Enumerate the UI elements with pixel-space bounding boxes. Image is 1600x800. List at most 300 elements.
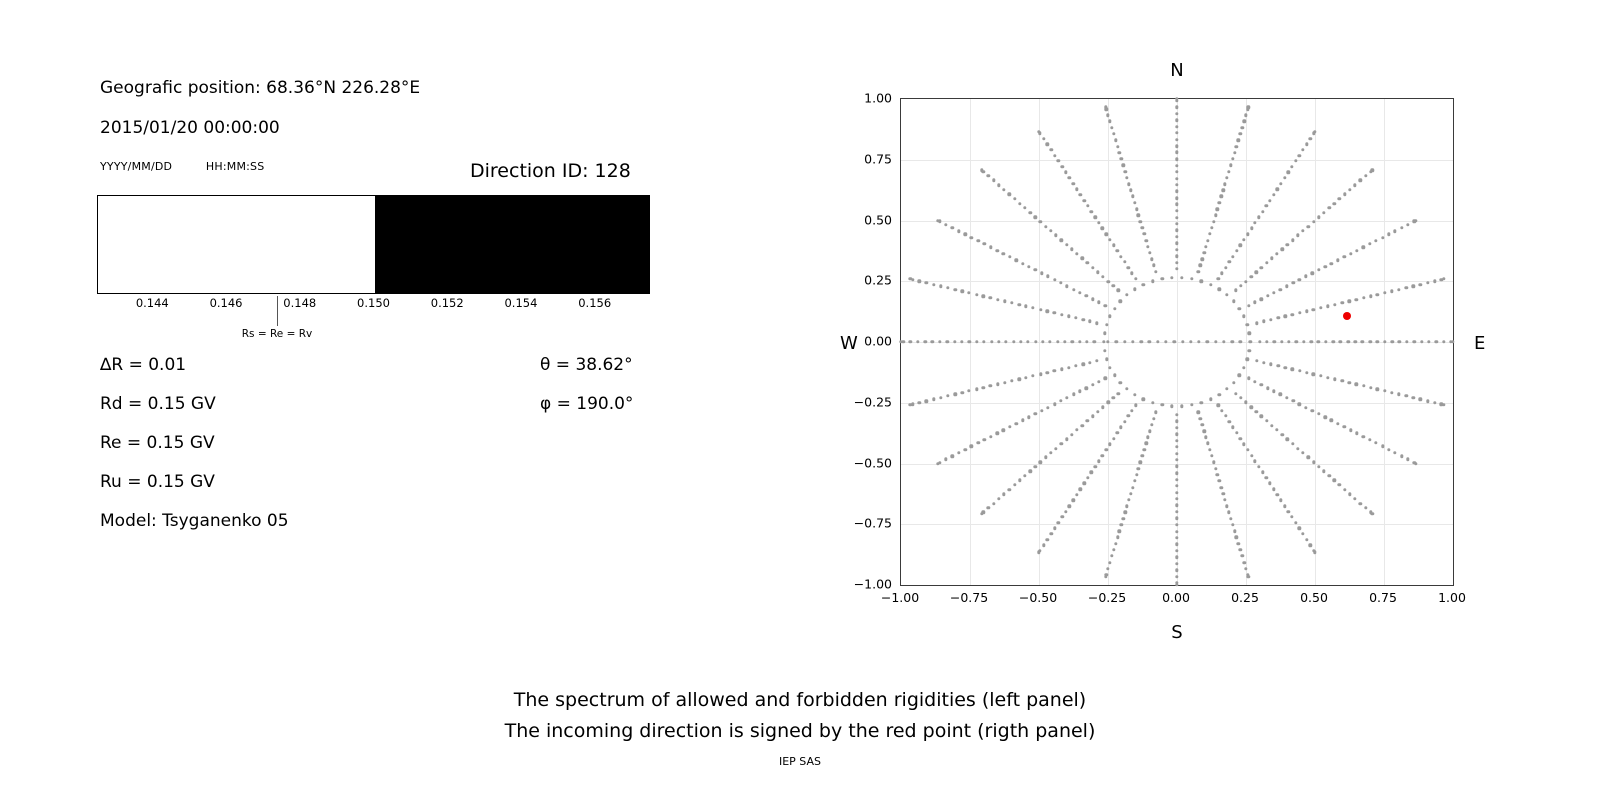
direction-point <box>1304 275 1307 278</box>
datetime-label: 2015/01/20 00:00:00 <box>100 118 280 138</box>
direction-point <box>1235 145 1238 148</box>
direction-point <box>1083 199 1086 202</box>
direction-point <box>1301 229 1304 232</box>
direction-point <box>1049 229 1052 232</box>
direction-point <box>1116 145 1119 148</box>
direction-point <box>1217 393 1220 396</box>
direction-point <box>1154 270 1157 273</box>
direction-point <box>1253 221 1256 224</box>
direction-point <box>925 281 928 284</box>
direction-point <box>946 340 949 343</box>
direction-point <box>1275 252 1278 255</box>
direction-point <box>1313 130 1316 133</box>
direction-point <box>1397 288 1400 291</box>
direction-point <box>1113 374 1116 377</box>
direction-point <box>1427 340 1430 343</box>
direction-point <box>1175 125 1178 128</box>
direction-point <box>1085 340 1088 343</box>
direction-point <box>1199 417 1202 420</box>
direction-point <box>1301 451 1304 454</box>
direction-point <box>1433 280 1436 283</box>
direction-point <box>1287 340 1290 343</box>
direction-point <box>946 286 949 289</box>
direction-point <box>1118 151 1121 154</box>
direction-point <box>1086 204 1089 207</box>
direction-point <box>1317 412 1320 415</box>
direction-point <box>1078 390 1081 393</box>
direction-point <box>1097 380 1100 383</box>
direction-point <box>970 445 973 448</box>
x-tick-label: −0.50 <box>1018 590 1058 605</box>
direction-point <box>1040 409 1043 412</box>
direction-point <box>1008 425 1011 428</box>
direction-point <box>1406 458 1409 461</box>
direction-point <box>1238 307 1241 310</box>
direction-point <box>1078 291 1081 294</box>
direction-point <box>1218 201 1221 204</box>
direction-point <box>1341 379 1344 382</box>
direction-point <box>1364 174 1367 177</box>
direction-point <box>1074 364 1077 367</box>
direction-point <box>1146 436 1149 439</box>
direction-point <box>1010 301 1013 304</box>
direction-point <box>1112 284 1115 287</box>
direction-point <box>1003 300 1006 303</box>
direction-point <box>1247 575 1250 578</box>
direction-point <box>1120 523 1123 526</box>
direction-point <box>983 438 986 441</box>
spectrum-tick-label: 0.154 <box>504 296 538 310</box>
direction-point <box>1264 476 1267 479</box>
direction-point <box>1150 423 1153 426</box>
direction-point <box>1272 390 1275 393</box>
direction-point <box>976 441 979 444</box>
direction-point <box>1175 235 1178 238</box>
direction-point <box>1212 220 1215 223</box>
direction-point <box>1095 321 1098 324</box>
direction-point <box>1348 300 1351 303</box>
direction-point <box>1268 199 1271 202</box>
direction-point <box>960 391 963 394</box>
direction-point <box>1150 258 1153 261</box>
direction-point <box>1229 164 1232 167</box>
direction-point <box>964 233 967 236</box>
x-tick-label: 0.50 <box>1300 590 1328 605</box>
direction-point <box>1081 362 1084 365</box>
direction-point <box>1175 478 1178 481</box>
direction-point <box>1239 284 1242 287</box>
direction-point <box>1285 284 1288 287</box>
direction-point <box>1046 275 1049 278</box>
direction-point <box>1116 536 1119 539</box>
direction-point <box>1383 340 1386 343</box>
direction-point <box>1175 170 1178 173</box>
direction-point <box>1304 406 1307 409</box>
direction-point <box>1175 458 1178 461</box>
direction-point <box>1341 301 1344 304</box>
direction-point <box>1094 216 1097 219</box>
direction-point <box>1418 283 1421 286</box>
direction-point <box>1426 281 1429 284</box>
direction-point <box>1376 293 1379 296</box>
spectrum-tick-label: 0.156 <box>578 296 612 310</box>
direction-point <box>1048 340 1051 343</box>
direction-point <box>1175 144 1178 147</box>
direction-point <box>1290 313 1293 316</box>
direction-point <box>1175 484 1178 487</box>
direction-point <box>1151 401 1154 404</box>
direction-point <box>1090 210 1093 213</box>
direction-point <box>1175 562 1178 565</box>
direction-point <box>1134 403 1137 406</box>
compass-south-label: S <box>1171 622 1183 643</box>
direction-point <box>1227 511 1230 514</box>
direction-point <box>1383 389 1386 392</box>
direction-point <box>960 290 963 293</box>
direction-point <box>1125 293 1128 296</box>
direction-point <box>1027 416 1030 419</box>
direction-point <box>931 340 934 343</box>
direction-point <box>1070 433 1073 436</box>
parameter-left-value: ∆R = 0.01 <box>100 355 187 375</box>
direction-point <box>1053 527 1056 530</box>
direction-point <box>987 174 990 177</box>
direction-point <box>1275 493 1278 496</box>
direction-point <box>1170 405 1173 408</box>
spectrum-tick-label: 0.146 <box>209 296 243 310</box>
direction-point <box>1175 267 1178 270</box>
direction-point <box>1175 491 1178 494</box>
direction-point <box>1343 425 1346 428</box>
direction-point <box>1107 280 1110 283</box>
direction-point <box>1298 527 1301 530</box>
direction-point <box>1246 233 1249 236</box>
direction-point <box>1080 257 1083 260</box>
direction-point <box>1154 411 1157 414</box>
direction-point <box>1002 429 1005 432</box>
direction-point <box>1019 340 1022 343</box>
direction-point <box>1338 197 1341 200</box>
direction-point <box>1332 340 1335 343</box>
y-tick-label: −0.50 <box>853 455 892 470</box>
direction-point <box>1015 422 1018 425</box>
direction-point <box>987 506 990 509</box>
direction-point <box>1214 214 1217 217</box>
direction-point <box>1148 429 1151 432</box>
direction-point <box>1044 456 1047 459</box>
direction-point <box>924 340 927 343</box>
direction-point <box>1175 426 1178 429</box>
direction-point <box>1247 106 1250 109</box>
direction-point <box>953 340 956 343</box>
direction-point <box>1175 472 1178 475</box>
direction-point <box>1053 311 1056 314</box>
direction-point <box>1204 245 1207 248</box>
direction-point <box>1175 112 1178 115</box>
direction-point <box>1361 340 1364 343</box>
direction-point <box>1091 415 1094 418</box>
direction-point <box>1074 316 1077 319</box>
direction-point <box>1101 227 1104 230</box>
direction-point <box>1391 340 1394 343</box>
direction-point <box>1127 183 1130 186</box>
direction-point <box>1298 154 1301 157</box>
direction-point <box>1060 313 1063 316</box>
direction-point <box>980 512 983 515</box>
direction-point <box>1279 288 1282 291</box>
direction-point <box>1200 280 1203 283</box>
y-tick-label: −0.25 <box>853 394 892 410</box>
direction-point <box>1101 454 1104 457</box>
direction-point <box>1131 340 1134 343</box>
direction-point <box>1214 467 1217 470</box>
direction-point <box>1224 266 1227 269</box>
direction-point <box>1354 340 1357 343</box>
direction-point <box>1060 165 1063 168</box>
direction-point <box>1112 548 1115 551</box>
spectrum-tick-label: 0.148 <box>283 296 317 310</box>
direction-point <box>1075 188 1078 191</box>
direction-point <box>1313 551 1316 554</box>
direction-point <box>1376 340 1379 343</box>
direction-point <box>1044 225 1047 228</box>
direction-point <box>1368 438 1371 441</box>
rs-marker-label: Rs = Re = Rv <box>241 328 313 340</box>
direction-point <box>1272 291 1275 294</box>
direction-point <box>1027 265 1030 268</box>
left-info-block <box>100 78 720 182</box>
direction-point <box>1152 417 1155 420</box>
direction-point <box>1002 188 1005 191</box>
direction-point <box>1253 301 1256 304</box>
direction-point <box>1018 202 1021 205</box>
direction-point <box>1248 332 1251 335</box>
direction-point <box>1354 298 1357 301</box>
direction-point <box>1359 179 1362 182</box>
direction-point <box>1333 202 1336 205</box>
direction-point <box>1042 544 1045 547</box>
direction-point <box>1279 499 1282 502</box>
direction-point <box>1301 532 1304 535</box>
direction-point <box>1064 171 1067 174</box>
direction-point <box>1081 318 1084 321</box>
direction-point <box>946 394 949 397</box>
direction-point <box>1104 575 1107 578</box>
direction-point <box>1369 295 1372 298</box>
parameter-row <box>100 394 680 433</box>
direction-point <box>1290 515 1293 518</box>
direction-point <box>1328 206 1331 209</box>
direction-point <box>1339 340 1342 343</box>
direction-point <box>1115 340 1118 343</box>
direction-point <box>1175 106 1178 109</box>
direction-point <box>1075 252 1078 255</box>
direction-point <box>1220 272 1223 275</box>
direction-point <box>1228 260 1231 263</box>
direction-point <box>1175 445 1178 448</box>
parameter-right-value: φ = 190.0° <box>540 394 634 414</box>
direction-point <box>1202 251 1205 254</box>
direction-point <box>1123 170 1126 173</box>
direction-point <box>1413 340 1416 343</box>
direction-point <box>1216 473 1219 476</box>
direction-point <box>1135 473 1138 476</box>
direction-point <box>1104 377 1107 380</box>
direction-point <box>1305 371 1308 374</box>
direction-point <box>1317 340 1320 343</box>
direction-point <box>1070 340 1073 343</box>
direction-point <box>1309 137 1312 140</box>
y-tick-label: −0.75 <box>853 515 892 531</box>
direction-point <box>1054 234 1057 237</box>
direction-point <box>1039 372 1042 375</box>
direction-point <box>1144 442 1147 445</box>
direction-point <box>1189 340 1192 343</box>
direction-point <box>1217 277 1220 280</box>
direction-point <box>1116 431 1119 434</box>
time-format-label: HH:MM:SS <box>205 160 265 173</box>
geographic-position-label: Geografic position: 68.36°N 226.28°E <box>100 78 421 98</box>
direction-point <box>1206 239 1209 242</box>
direction-point <box>1119 255 1122 258</box>
direction-point <box>1097 301 1100 304</box>
direction-point <box>1065 396 1068 399</box>
direction-point <box>1298 369 1301 372</box>
direction-point <box>1362 246 1365 249</box>
direction-point <box>1298 403 1301 406</box>
direction-point <box>1175 261 1178 264</box>
direction-point <box>1330 262 1333 265</box>
direction-point <box>1056 340 1059 343</box>
direction-point <box>1225 293 1228 296</box>
direction-point <box>1231 523 1234 526</box>
direction-point <box>1237 138 1240 141</box>
direction-point <box>1405 394 1408 397</box>
direction-point <box>1112 243 1115 246</box>
direction-point <box>1101 275 1104 278</box>
direction-point <box>1175 216 1178 219</box>
direction-point <box>1285 396 1288 399</box>
direction-point <box>1021 419 1024 422</box>
direction-point <box>1255 321 1258 324</box>
direction-point <box>1086 419 1089 422</box>
direction-point <box>1180 276 1183 279</box>
direction-point <box>1322 211 1325 214</box>
direction-point <box>1204 436 1207 439</box>
direction-point <box>1269 318 1272 321</box>
direction-point <box>1060 442 1063 445</box>
direction-point <box>1053 154 1056 157</box>
direction-point <box>1343 193 1346 196</box>
direction-point <box>1218 479 1221 482</box>
direction-point <box>1181 340 1184 343</box>
direction-point <box>1112 437 1115 440</box>
direction-point <box>982 340 985 343</box>
direction-point <box>1406 223 1409 226</box>
direction-point <box>1130 409 1133 412</box>
spectrum-forbidden-region <box>375 196 651 293</box>
direction-point <box>1108 443 1111 446</box>
direction-point <box>1306 456 1309 459</box>
direction-point <box>1060 239 1063 242</box>
direction-point <box>1349 429 1352 432</box>
direction-point <box>1281 433 1284 436</box>
direction-point <box>1234 289 1237 292</box>
direction-point <box>1018 479 1021 482</box>
rigidity-spectrum-chart <box>97 195 652 310</box>
direction-point <box>1175 530 1178 533</box>
direction-point <box>1239 396 1242 399</box>
direction-point <box>970 236 973 239</box>
direction-point <box>1083 482 1086 485</box>
direction-point <box>1330 419 1333 422</box>
direction-point <box>1197 411 1200 414</box>
direction-point <box>1262 361 1265 364</box>
direction-point <box>1290 165 1293 168</box>
direction-point <box>1231 255 1234 258</box>
direction-point <box>1400 226 1403 229</box>
direction-point <box>1142 448 1145 451</box>
direction-point <box>1298 311 1301 314</box>
direction-point <box>1319 374 1322 377</box>
direction-point <box>1007 488 1010 491</box>
direction-point <box>1248 349 1251 352</box>
direction-point <box>982 295 985 298</box>
direction-point <box>1323 416 1326 419</box>
direction-point <box>1225 505 1228 508</box>
direction-point <box>1309 544 1312 547</box>
direction-point <box>976 239 979 242</box>
direction-point <box>1216 207 1219 210</box>
direction-point <box>1442 340 1445 343</box>
direction-point <box>918 280 921 283</box>
direction-point <box>1053 369 1056 372</box>
direction-point <box>1305 538 1308 541</box>
direction-point <box>1175 177 1178 180</box>
direction-point <box>1390 391 1393 394</box>
direction-point <box>1175 138 1178 141</box>
direction-point <box>953 393 956 396</box>
direction-point <box>1259 383 1262 386</box>
direction-point <box>1240 554 1243 557</box>
direction-point <box>983 242 986 245</box>
scatter-plot-area <box>900 98 1454 586</box>
direction-point <box>1024 305 1027 308</box>
direction-point <box>1088 361 1091 364</box>
direction-point <box>1175 196 1178 199</box>
direction-point <box>1225 176 1228 179</box>
spectrum-tick-label: 0.150 <box>357 296 390 310</box>
direction-point <box>1175 452 1178 455</box>
direction-point <box>1270 424 1273 427</box>
direction-point <box>996 249 999 252</box>
direction-point <box>1231 426 1234 429</box>
direction-point <box>1106 567 1109 570</box>
x-tick-label: 0.00 <box>1162 590 1190 605</box>
direction-point <box>1255 359 1258 362</box>
direction-point <box>989 384 992 387</box>
direction-point <box>1383 291 1386 294</box>
direction-point <box>1175 517 1178 520</box>
direction-point <box>990 340 993 343</box>
direction-point <box>909 340 912 343</box>
direction-point <box>975 388 978 391</box>
direction-point <box>982 386 985 389</box>
y-tick-label: 0.75 <box>864 151 892 167</box>
direction-point <box>1387 233 1390 236</box>
direction-point <box>1238 374 1241 377</box>
direction-point <box>1250 227 1253 230</box>
